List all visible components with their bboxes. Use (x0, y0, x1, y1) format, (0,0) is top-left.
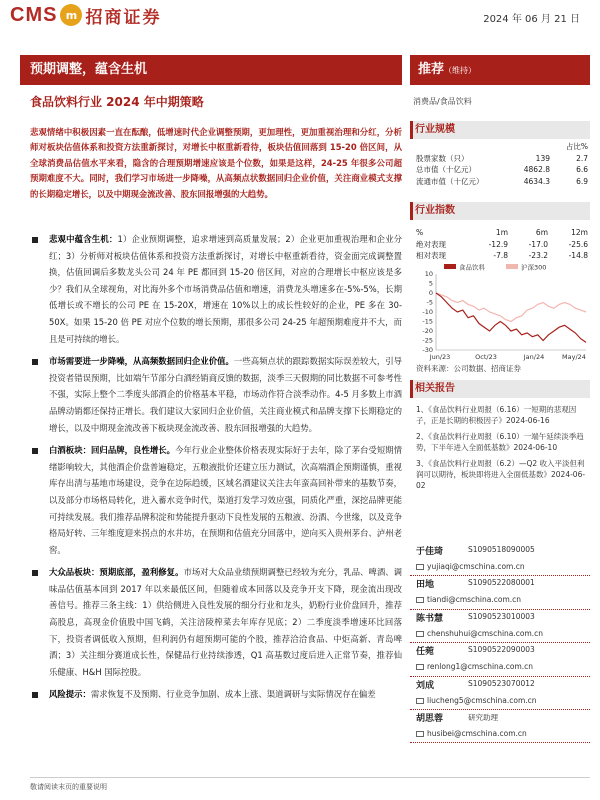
bullet-item (30, 442, 402, 558)
bullet-item (30, 564, 402, 680)
bullet-text: 一些高频点状的跟踪数据实际误差较大，引导投资者错误预期，比如端午节部分白酒经销商反馈的数据，淡季三天假期的同比数据不可参考性不强，实际上整个二季度头部酒企的价格基本平稳，市场动作符合淡季动作。4-5 月多数上市酒品牌动销都还保持正增长。我们建议大家回归企业价值，关注商业模式和品牌支撑下长期稳定的增长，以及中期现金流改善下板块现金流改善、股东回报增强的大趋势。 (49, 356, 402, 433)
related-reports (416, 404, 590, 496)
series-line (436, 293, 586, 342)
analyst-entry (410, 677, 590, 710)
index-label: 绝对表现 (416, 239, 446, 249)
legend-swatch (506, 264, 518, 269)
related-report-item[interactable]: 3、《食品饮料行业周报（6.2）—Q2 收入平淡但利润可以期待，板块即将进入全面低基数》2024-06-02 (416, 458, 586, 491)
index-header-row (416, 227, 588, 239)
analyst-email[interactable]: chenshuhui@cmschina.com.cn (427, 628, 544, 638)
related-report-item[interactable]: 2、《食品饮料行业周报（6.10）一端午延续淡季趋势，下半年进入全面低基数》2024-06-10 (416, 431, 584, 453)
bullet-lead: 市场需要进一步降噪，从高频数据回归企业价值。 (49, 356, 234, 367)
y-tick-label: -20 (422, 327, 433, 336)
logo-cn: 招商证券 (85, 7, 162, 28)
index-col-header: 12m (571, 228, 588, 237)
bullet-lead: 白酒板块：回归品牌，良性增长。 (49, 445, 176, 456)
index-value: -23.2 (528, 251, 548, 261)
index-value: -12.9 (488, 239, 508, 249)
analyst-name: 刘成 (416, 680, 435, 691)
x-tick-label: May/24 (562, 353, 586, 361)
legend-label: 食品饮料 (459, 263, 485, 272)
y-tick-label: -10 (422, 308, 433, 317)
index-row (416, 250, 588, 262)
bullet-marker (32, 448, 38, 454)
pct-header: 占比% (565, 142, 588, 151)
y-tick-label: -15 (422, 317, 433, 326)
index-value: -17.0 (528, 239, 548, 249)
envelope-icon (416, 664, 424, 670)
summary-paragraph: 悲观情绪中积极因素一直在酝酿，低增速时代企业调整预期，更加理性，更加重视治理和分红，分析师对板块估值体系和投资方法重新探讨，对增长中枢重新看待，板块估值回落到 15-20 倍区间，从全球消费品估值水平来看，隐含的合理预期增速应该是个位数，如果是这样，24-25 年很多公司超预期难度不大。同时，我们学习市场进一步降噪，从高频点状数据回归企业价值，关注商业模式支撑的长期稳定增长，以及中期现金流改善、股东回报增强的大趋势。 (30, 127, 402, 199)
logo-badge: m (60, 4, 82, 26)
bullet-marker (32, 570, 38, 576)
envelope-icon (416, 631, 424, 637)
bullet-text: 市场对大众品业绩预期调整已经较为充分，乳品、啤酒、调味品估值基本回到 2017 年以来最低区间，但随着成本回落以及竞争开支下降，现金流出现改善信号。推荐三条主线：1）供给侧进入良性发展的细分行业和龙头，奶粉行业价盘回升，推荐高股息，高现金价值股中国飞鹤，关注涪陵榨菜去年库存见底；2）二季度淡季增速环比回落下，投资者调低收入预期，但利润仍有超预期可能的个股，推荐洽洽食品、中炬高新、青岛啤酒；3）关注细分赛道成长性，保健品行业持续渗透，Q1 高基数过度后进入正常节奏，推荐仙乐健康、H&H 国际控股。 (49, 567, 403, 677)
analyst-entry (410, 710, 590, 743)
scale-row (416, 164, 588, 176)
analyst-email[interactable]: tiandi@cmschina.com.cn (427, 595, 522, 605)
x-tick-label: Jan/24 (523, 353, 545, 361)
analyst-id: 研究助理 (468, 712, 498, 722)
bullet-lead: 风险提示： (49, 689, 91, 700)
y-tick-label: -30 (422, 346, 433, 355)
related-heading: 相关报告 (410, 380, 590, 398)
analyst-email[interactable]: yujiaqi@cmschina.com.cn (427, 562, 525, 571)
bullet-text: 需求恢复不及预期、行业竞争加剧、成本上涨、渠道调研与实际情况存在偏差 (90, 689, 376, 700)
scale-value: 4634.3 (523, 177, 550, 187)
analyst-id: S1090523070012 (468, 678, 535, 688)
bullet-marker (32, 692, 38, 698)
analyst-name: 胡思蓉 (416, 713, 444, 724)
series-line (436, 293, 586, 322)
bullet-item (30, 353, 402, 436)
y-tick-label: -5 (426, 298, 433, 307)
scale-label: 股票家数（只） (416, 153, 469, 163)
legend-label: 沪深300 (521, 263, 547, 272)
scale-value: 139 (535, 153, 550, 163)
index-value: -25.6 (568, 239, 588, 249)
logo-en: CMS (10, 3, 58, 26)
analyst-id: S1090522090003 (468, 645, 535, 655)
index-value: -7.8 (493, 251, 508, 261)
index-col-header: 1m (495, 228, 508, 237)
industry-scale-heading: 行业规模 (410, 121, 590, 139)
analyst-id: S1090523010003 (468, 611, 535, 621)
analyst-id: S1090522080001 (468, 578, 535, 588)
footer-note: 敬请阅读末页的重要说明 (30, 783, 107, 791)
scale-pct: 2.7 (576, 153, 588, 163)
analyst-email[interactable]: husibei@cmschina.com.cn (427, 728, 527, 738)
report-date: 2024 年 06 月 21 日 (483, 14, 580, 25)
scale-label: 总市值（十亿元） (416, 165, 476, 175)
bullet-marker (32, 237, 38, 243)
rating-sub: （维持） (444, 66, 477, 75)
scale-pct: 6.9 (576, 177, 588, 187)
analyst-email[interactable]: renlong1@cmschina.com.cn (427, 662, 534, 672)
bullet-text: 今年行业企业整体价格表现实际好于去年，除了茅台受短期情绪影响较大，其他酒企价盘普遍稳定，五粮液批价还建立压力测试，次高端酒企预期谨慎，重视库存出清与基地市场建设，竞争在边际趋缓，区域名酒建议关注去年蛮高回补带来的基数节奏，以及部分市场格局转化，进入蓄水竞争时代，渠道打发学习效应强，同质化严重，深挖品牌更能可持续发展。我们推荐品牌积淀和势能提升驱动下良性发展的五粮液、汾酒、今世缘，以及竞争格局好转、三年维度迎来拐点的水井坊，在预期和估值充分回落中，逆向买入贵州茅台、泸州老窖。 (49, 445, 403, 555)
analyst-email[interactable]: liucheng5@cmschina.com.cn (427, 695, 537, 705)
analyst-entry (410, 576, 590, 609)
bullet-list (30, 231, 402, 709)
analyst-name: 陈书慧 (416, 613, 444, 624)
index-row (416, 239, 588, 251)
headline-bar: 预期调整，蕴含生机 (20, 55, 402, 85)
bullet-marker (32, 359, 38, 365)
scale-value: 4862.8 (523, 165, 550, 175)
bullet-item (30, 231, 402, 347)
envelope-icon (416, 731, 424, 737)
rating-label: 推荐 (418, 62, 445, 77)
envelope-icon (416, 698, 424, 704)
legend-swatch (444, 264, 456, 269)
report-title: 食品饮料行业 2024 年中期策略 (30, 95, 204, 109)
y-tick-label: 10 (424, 270, 433, 279)
bullet-item (30, 686, 402, 703)
y-tick-label: -25 (422, 336, 433, 345)
scale-row (416, 153, 588, 165)
analyst-name: 任菀 (416, 647, 435, 658)
analyst-entry (410, 610, 590, 643)
envelope-icon (416, 597, 424, 603)
y-tick-label: 0 (428, 289, 433, 298)
performance-chart (410, 262, 592, 362)
bullet-lead: 悲观中蕴含生机： (49, 234, 118, 244)
analyst-list (410, 543, 590, 743)
scale-label: 流通市值（十亿元） (416, 177, 484, 187)
industry-index-table (416, 227, 588, 262)
industry-index-heading: 行业指数 (410, 202, 590, 220)
bullet-text: 1）企业预期调整，追求增速到高质量发展；2）企业更加重视治理和企业分红；3）分析师对板块估值体系和投资方法重新探讨，对增长中枢重新看待，资金面完成调整置换，估值回调后多数龙头公司 24 年 PE 都回到 15-20 倍区间，对应的合理增长中枢应该是多少？我们从全球视角，对比海外多个市场消费品估值和增速，消费龙头增速多在-5%-5%，长期低增长或不增长的公司 PE 在 15-20X，增速在 10%以上的成长性较好的企业，PE 多在 30-50X。如果 15-20 倍 PE 对应个位数的增长预期，那很多公司 24-25 年超预期难度并不大，而且是可持续的增长。 (49, 234, 402, 344)
x-tick-label: Jun/23 (429, 353, 451, 361)
index-col-header: 6m (535, 228, 548, 237)
index-value: -14.8 (568, 251, 588, 261)
company-logo (10, 0, 161, 30)
industry-category: 消费品/食品饮料 (413, 97, 472, 106)
chart-source: 资料来源：公司数据、招商证券 (416, 364, 521, 373)
rating-bar (410, 55, 590, 85)
analyst-entry (410, 543, 590, 576)
related-report-item[interactable]: 1、《食品饮料行业周报（6.16）一短期的悲观因子，正是长期的积极因子》2024-06-16 (416, 405, 577, 426)
scale-row (416, 176, 588, 188)
analyst-id: S1090518090005 (468, 545, 535, 554)
analyst-name: 田地 (416, 580, 435, 591)
y-tick-label: 5 (428, 279, 433, 288)
index-label: 相对表现 (416, 251, 446, 261)
scale-pct: 6.6 (576, 165, 588, 175)
analyst-name: 于佳琦 (416, 547, 444, 557)
x-tick-label: Oct/23 (475, 353, 497, 361)
bullet-lead: 大众品板块：预期底部，盈利修复。 (49, 567, 184, 578)
industry-scale-table (416, 141, 588, 188)
analyst-entry (410, 643, 590, 676)
footer-divider (30, 777, 590, 778)
envelope-icon (416, 564, 424, 570)
index-col-header: % (416, 228, 424, 237)
